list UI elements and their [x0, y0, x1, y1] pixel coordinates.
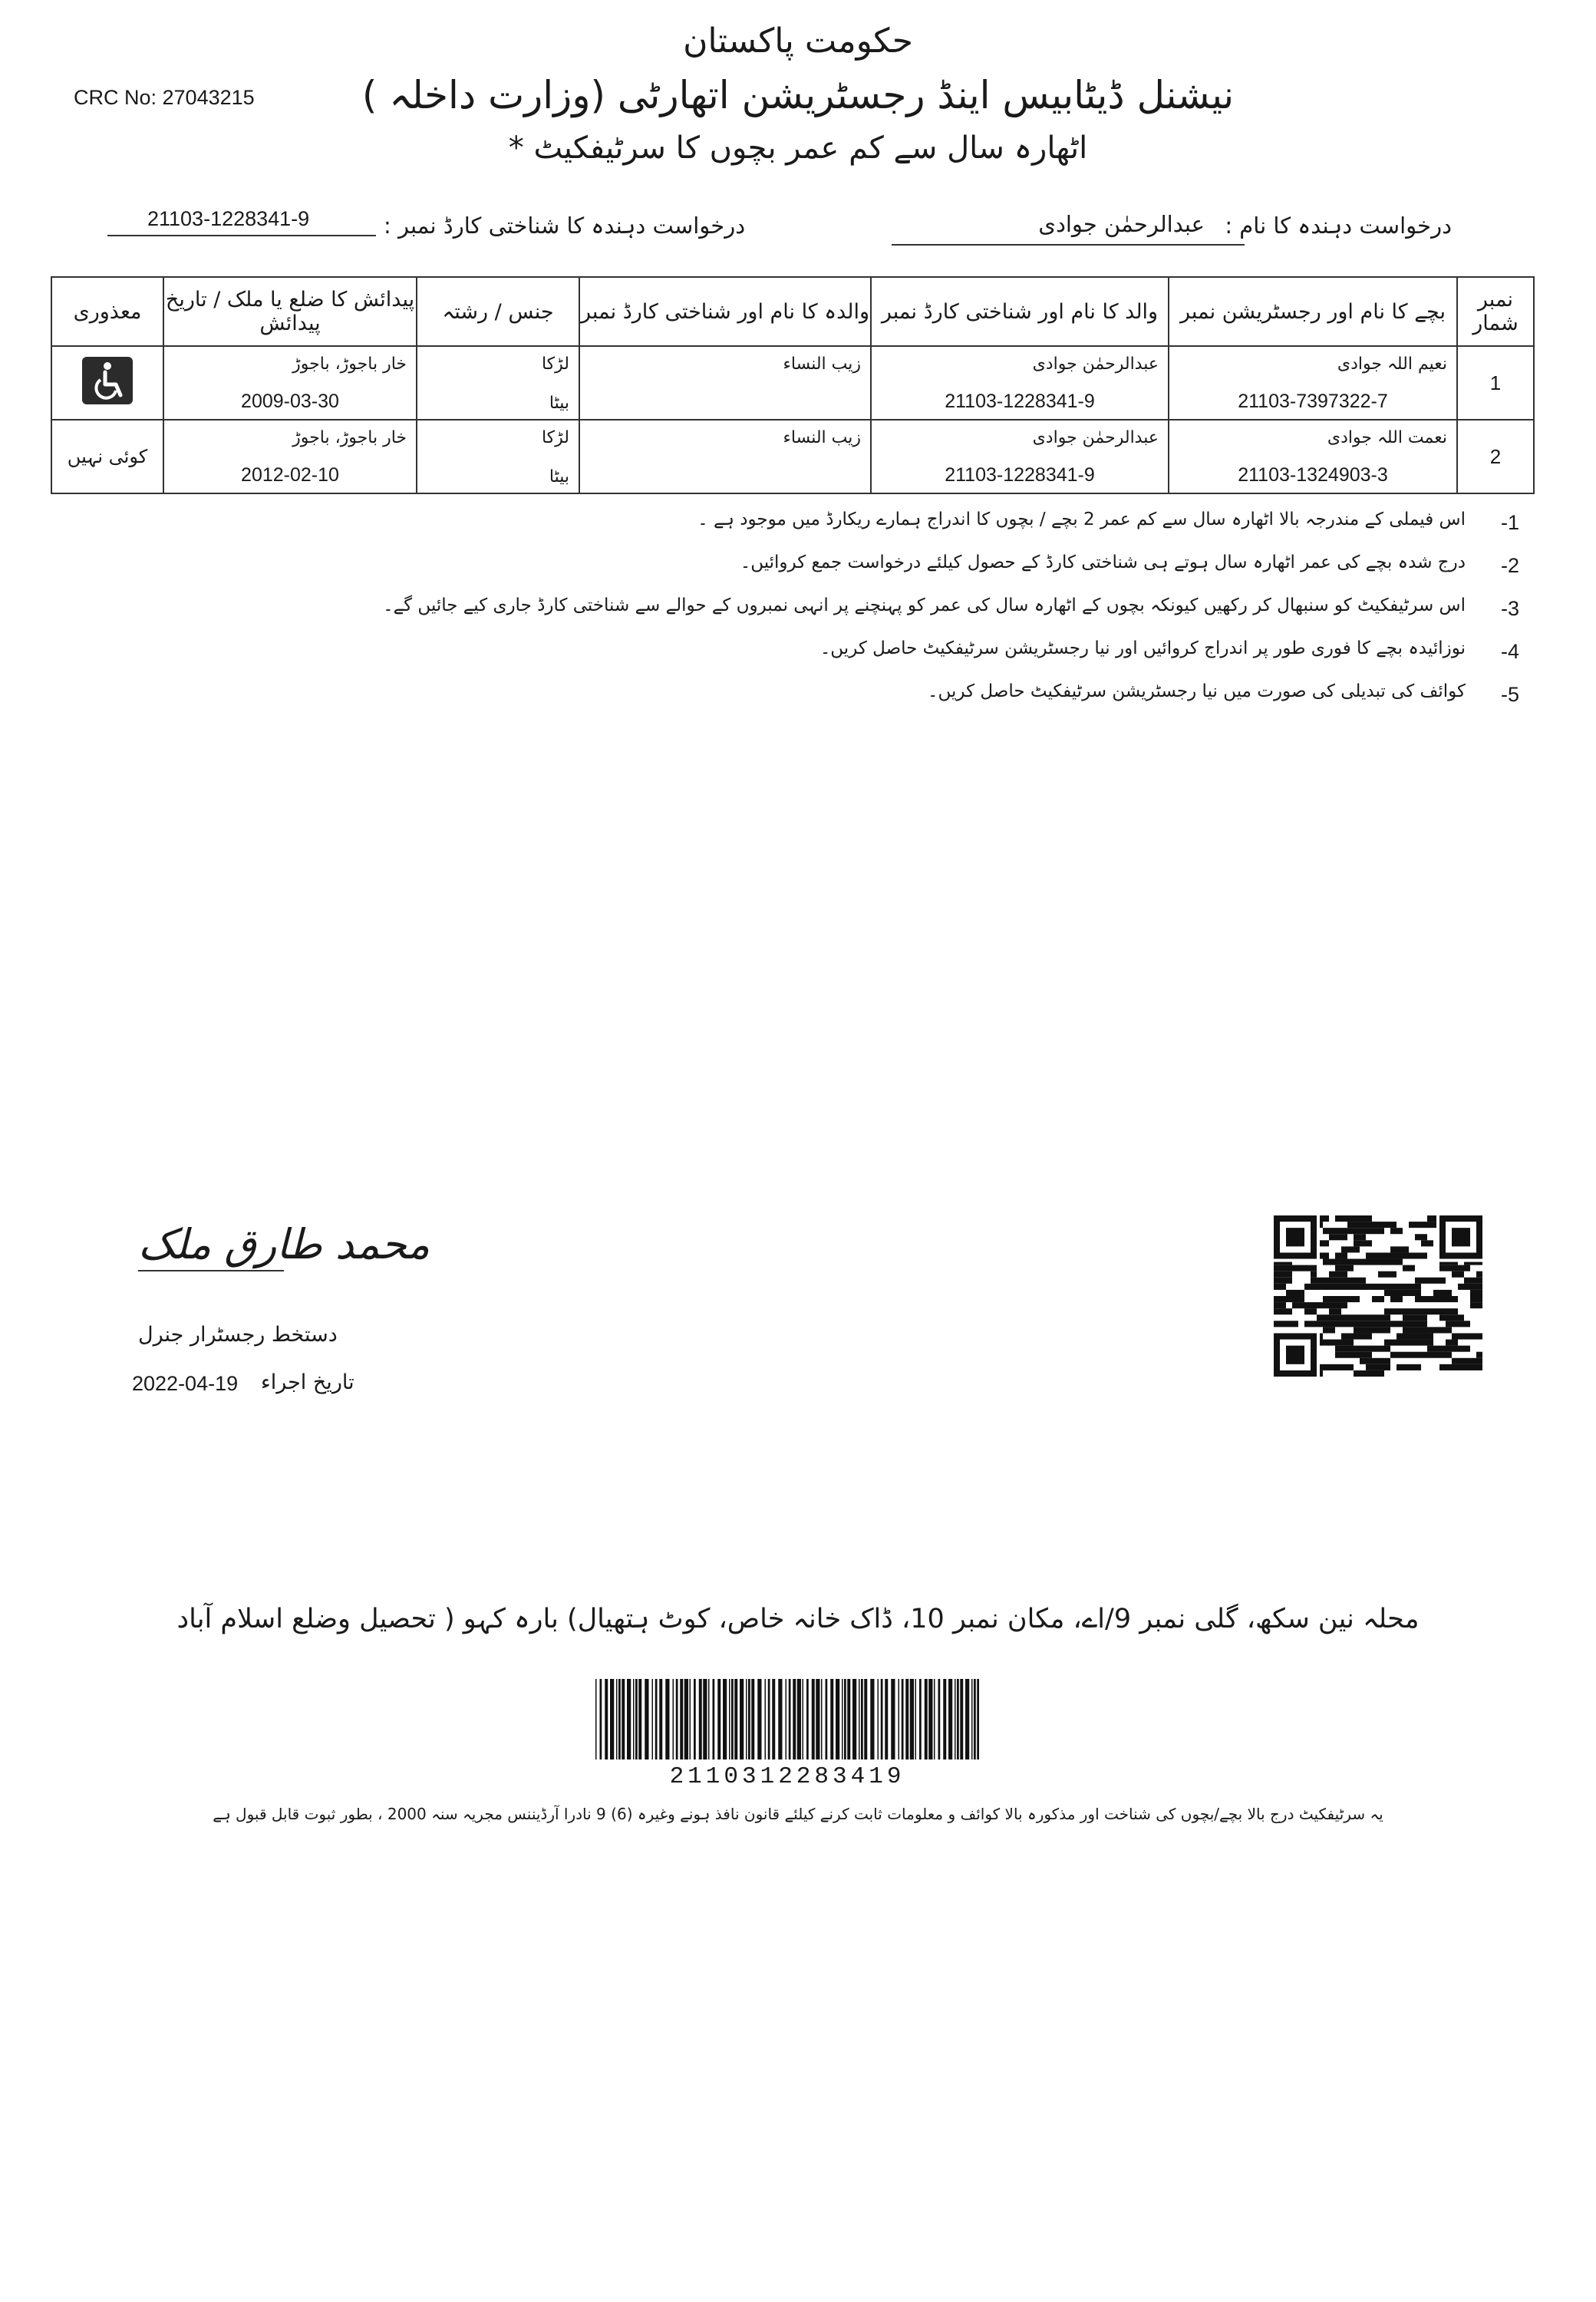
row-father [871, 346, 1169, 420]
address: محلہ نین سکھ، گلی نمبر 9/اے، مکان نمبر 10، ڈاک خانہ خاص، کوٹ ہتھیال) بارہ کہو ( تحصیل وضلع اسلام آباد [176, 1604, 1420, 1634]
row-serial: 1 [1457, 346, 1534, 420]
father-cnic: 21103-1228341-9 [945, 464, 1095, 486]
table-row [51, 346, 1534, 420]
crc-number: CRC No: 27043215 [74, 86, 255, 109]
mother-name: زیب النساء [783, 428, 861, 447]
gender: لڑکا [541, 428, 569, 447]
applicant-name-value: عبدالرحمٰن جوادی [1038, 211, 1205, 237]
child-reg: 21103-7397322-7 [1238, 391, 1388, 412]
row-serial: 2 [1457, 420, 1534, 493]
mother-name: زیب النساء [783, 355, 861, 374]
barcode-number: 2110312283419 [669, 1763, 905, 1790]
applicant-cnic-label: درخواست دہندہ کا شناختی کارڈ نمبر : [384, 213, 746, 239]
note-item [368, 678, 1519, 721]
relation: بیٹا [549, 394, 569, 413]
row-disability: کوئی نہیں [51, 420, 163, 493]
wheelchair-icon [82, 357, 133, 404]
table-row [51, 420, 1534, 493]
father-name: عبدالرحمٰن جوادی [1032, 428, 1159, 447]
government-title: حکومت پاکستان [683, 21, 913, 61]
note-item [368, 635, 1519, 678]
child-reg: 21103-1324903-3 [1238, 464, 1388, 486]
relation: بیٹا [549, 467, 569, 486]
father-cnic: 21103-1228341-9 [945, 391, 1095, 412]
note-text: اس فیملی کے مندرجہ بالا اٹھارہ سال سے کم عمر 2 بچے / بچوں کا اندراج ہمارے ریکارڈ میں موجود ہے ۔ [697, 510, 1466, 529]
header-child: بچے کا نام اور رجسٹریشن نمبر [1169, 277, 1457, 346]
note-item [368, 506, 1519, 549]
header-gender: جنس / رشتہ [417, 277, 579, 346]
birth-date: 2012-02-10 [241, 464, 339, 486]
applicant-name-label: درخواست دہندہ کا نام : [1225, 213, 1452, 239]
note-text: درج شدہ بچے کی عمر اٹھارہ سال ہوتے ہی شناختی کارڈ کے حصول کیلئے درخواست جمع کروائیں۔ [740, 552, 1466, 572]
issue-date-label: تاریخ اجراء [261, 1370, 354, 1394]
header-father: والد کا نام اور شناختی کارڈ نمبر [871, 277, 1169, 346]
child-name: نعیم اللہ جوادی [1337, 355, 1447, 374]
row-child [1169, 420, 1457, 493]
birth-place: خار باجوڑ، باجوڑ [292, 428, 407, 447]
note-number: -4 [1500, 640, 1519, 663]
header-serial: نمبر شمار [1457, 277, 1534, 346]
certificate-title: اٹھارہ سال سے کم عمر بچوں کا سرٹیفکیٹ * [508, 130, 1088, 166]
applicant-name-underline [892, 244, 1245, 246]
row-mother [579, 420, 871, 493]
authority-title: نیشنل ڈیٹابیس اینڈ رجسٹریشن اتھارٹی (وزارت داخلہ ) [361, 73, 1235, 117]
birth-place: خار باجوڑ، باجوڑ [292, 355, 407, 374]
note-text: نوزائیدہ بچے کا فوری طور پر اندراج کروائیں اور نیا رجسٹریشن سرٹیفکیٹ حاصل کریں۔ [819, 638, 1466, 658]
header-mother: والدہ کا نام اور شناختی کارڈ نمبر [579, 277, 871, 346]
header-disability: معذوری [51, 277, 163, 346]
row-child [1169, 346, 1457, 420]
children-table [51, 276, 1535, 494]
footer-note: یہ سرٹیفکیٹ درج بالا بچے/بچوں کی شناخت اور مذکورہ بالا کوائف و معلومات ثابت کرنے کیلئے قانون نافذ ہونے وغیرہ (6) 9 نادرا آرڈیننس مجریہ سنہ 2000 ، بطور ثبوت قابل قبول ہے [213, 1805, 1383, 1823]
applicant-cnic-underline [107, 235, 376, 236]
row-gender [417, 420, 579, 493]
issue-date: 2022-04-19 [132, 1372, 239, 1395]
note-number: -3 [1500, 597, 1519, 620]
note-text: کوائف کی تبدیلی کی صورت میں نیا رجسٹریشن سرٹیفکیٹ حاصل کریں۔ [928, 681, 1466, 701]
notes-list [368, 506, 1519, 721]
note-item [368, 549, 1519, 592]
row-birth [163, 420, 417, 493]
birth-date: 2009-03-30 [241, 391, 339, 412]
gender: لڑکا [541, 355, 569, 374]
applicant-cnic-value: 21103-1228341-9 [147, 207, 310, 230]
note-number: -1 [1500, 511, 1519, 534]
row-mother [579, 346, 871, 420]
signature-underline [138, 1270, 284, 1271]
table-header-row [51, 277, 1534, 346]
row-father [871, 420, 1169, 493]
header-birth: پیدائش کا ضلع یا ملک / تاریخ پیدائش [163, 277, 417, 346]
note-number: -5 [1500, 683, 1519, 706]
row-gender [417, 346, 579, 420]
note-number: -2 [1500, 554, 1519, 577]
qr-code [1274, 1215, 1482, 1377]
barcode [595, 1679, 979, 1759]
child-name: نعمت اللہ جوادی [1327, 428, 1447, 447]
registrar-signature: محمد طارق ملک [138, 1220, 430, 1268]
signature-title: دستخط رجسٹرار جنرل [138, 1323, 338, 1347]
note-text: اس سرٹیفکیٹ کو سنبھال کر رکھیں کیونکہ بچوں کے اٹھارہ سال کی عمر کو پہنچنے پر انہی نمبروں کے حوالے سے شناختی کارڈ جاری کیے جائیں گے۔ [383, 595, 1466, 615]
row-birth [163, 346, 417, 420]
father-name: عبدالرحمٰن جوادی [1032, 355, 1159, 374]
note-item [368, 592, 1519, 635]
row-disability [51, 346, 163, 420]
